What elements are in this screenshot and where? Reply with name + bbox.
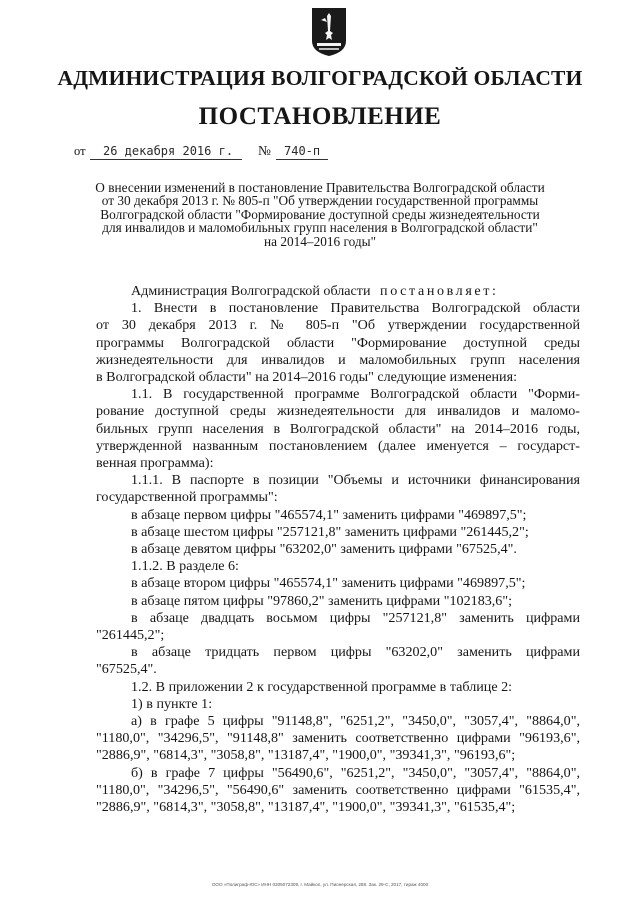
number-label: № bbox=[258, 143, 271, 158]
list-item: в абзаце втором цифры "465574,1" заменить цифрами "469897,5"; bbox=[131, 575, 526, 592]
text-line: "2886,9", "6814,3", "3058,8", "13187,4", "1900,0", "39341,3", "61535,4"; bbox=[96, 799, 516, 816]
subject-line: О внесении изменений в постановление Правительства Волгоградской области bbox=[95, 180, 545, 195]
text-line: жизнедеятельности для инвалидов и маломобильных групп населения bbox=[96, 351, 580, 368]
number-underline bbox=[276, 159, 328, 160]
list-item: в абзаце девятом цифры "63202,0" заменить цифрами "67525,4". bbox=[131, 541, 517, 558]
paragraph-1 bbox=[96, 300, 580, 386]
list-item: в абзаце пятом цифры "97860,2" заменить цифрами "102183,6"; bbox=[131, 592, 513, 609]
text-line: государственной программы": bbox=[96, 489, 278, 506]
text-line: программы Волгоградской области "Формирование доступной среды bbox=[96, 334, 580, 351]
date-label: от bbox=[74, 144, 86, 158]
document-date-number bbox=[0, 139, 640, 163]
date-value: 26 декабря 2016 г. bbox=[103, 144, 234, 158]
subject-line: на 2014–2016 годы" bbox=[263, 233, 377, 249]
text-line: 1.1. В государственной программе Волгоградской области "Форми- bbox=[131, 386, 580, 403]
text-line: рование доступной среды жизнедеятельности для инвалидов и маломо- bbox=[96, 403, 580, 420]
text-line: венная программа): bbox=[96, 455, 214, 472]
subject-line: от 30 декабря 2013 г. № 805-п "Об утверждении государственной программы bbox=[101, 193, 539, 209]
subject-line: для инвалидов и маломобильных групп населения в Волгоградской области" bbox=[102, 220, 538, 236]
document-title: ПОСТАНОВЛЕНИЕ bbox=[198, 103, 442, 130]
text-line: 1.2. В приложении 2 к государственной программе в таблице 2: bbox=[131, 678, 513, 695]
text-line: "1180,0", "34296,5", "56490,6" заменить соответственно цифрами "61535,4", bbox=[96, 781, 580, 798]
date-underline bbox=[90, 159, 242, 160]
list-item: в абзаце тридцать первом цифры "63202,0" заменить цифрами bbox=[131, 644, 580, 661]
text-line: 1.1.1. В паспорте в позиции "Объемы и источники финансирования bbox=[131, 472, 580, 489]
number-value: 740-п bbox=[284, 144, 321, 158]
list-item: в абзаце первом цифры "465574,1" заменить цифрами "469897,5"; bbox=[131, 506, 527, 523]
print-footer: ООО «Полиграф-ЮС» ИНН 0305072309, г. Майкоп, ул. Пионерская, 288. Зак. 29-С, 2017, тираж 4000 bbox=[211, 882, 429, 887]
text-line: а) в графе 5 цифры "91148,8", "6251,2", "3450,0", "3057,4", "8864,0", bbox=[131, 713, 580, 730]
list-item: в абзаце двадцать восьмом цифры "257121,8" заменить цифрами bbox=[131, 609, 580, 626]
paragraph-1-1-1 bbox=[96, 472, 580, 558]
intro-text: Администрация Волгоградской области bbox=[131, 283, 371, 299]
coat-of-arms-icon bbox=[311, 7, 347, 57]
document-body bbox=[96, 283, 580, 816]
text-line: "261445,2"; bbox=[96, 627, 165, 644]
text-line: утвержденной названным постановлением (далее именуется – государст- bbox=[96, 437, 580, 454]
organization-name: АДМИНИСТРАЦИЯ ВОЛГОГРАДСКОЙ ОБЛАСТИ bbox=[57, 66, 583, 90]
paragraph-1-1 bbox=[96, 386, 580, 472]
list-item: в абзаце шестом цифры "257121,8" заменить цифрами "261445,2"; bbox=[131, 523, 529, 540]
subject-line: Волгоградской области "Формирование доступной среды жизнедеятельности bbox=[100, 206, 540, 222]
text-line: 1. Внести в постановление Правительства Волгоградской области bbox=[131, 300, 580, 317]
text-line: бильных групп населения в Волгоградской области" на 2014–2016 годы, bbox=[96, 420, 580, 437]
text-line: 1.1.2. В разделе 6: bbox=[131, 558, 239, 575]
text-line: от 30 декабря 2013 г. № 805-п "Об утверждении государственной bbox=[96, 317, 580, 334]
intro-verb: постановляет: bbox=[380, 283, 499, 299]
paragraph-1-2 bbox=[96, 679, 580, 817]
paragraph-1-1-2 bbox=[96, 558, 580, 678]
text-line: "2886,9", "6814,3", "3058,8", "13187,4", "1900,0", "39341,3", "96193,6"; bbox=[96, 747, 516, 764]
text-line: в Волгоградской области" на 2014–2016 годы" следующие изменения: bbox=[96, 369, 517, 386]
document-subject bbox=[0, 181, 640, 248]
text-line: "67525,4". bbox=[96, 661, 157, 678]
text-line: б) в графе 7 цифры "56490,6", "6251,2", "3450,0", "3057,4", "8864,0", bbox=[131, 764, 580, 781]
text-line: "1180,0", "34296,5", "91148,8" заменить соответственно цифрами "96193,6", bbox=[96, 730, 580, 747]
text-line: 1) в пункте 1: bbox=[131, 695, 213, 712]
intro-line bbox=[96, 283, 580, 300]
